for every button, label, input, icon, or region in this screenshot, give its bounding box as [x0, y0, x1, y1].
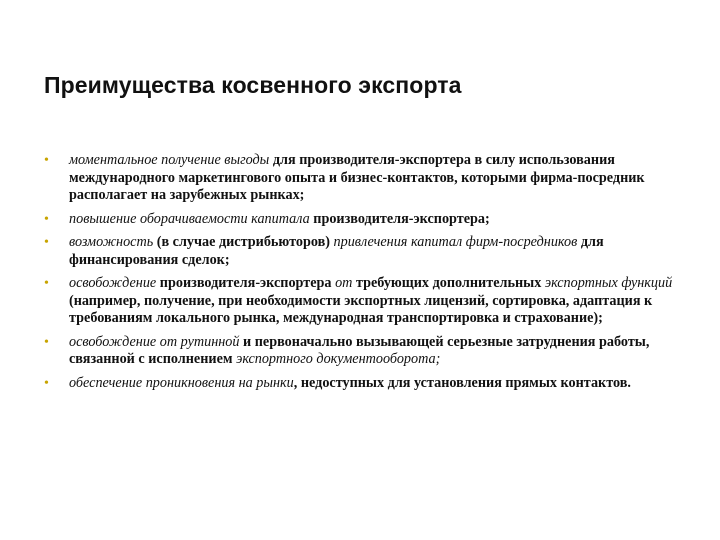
- bullet-text-segment: требующих дополнительных: [352, 275, 545, 291]
- bullet-text-segment: привлечения капитал фирм-посредников: [333, 234, 578, 250]
- bullet-marker-icon: •: [44, 375, 49, 391]
- bullet-text-segment: освобождение: [69, 275, 157, 291]
- bullet-item: [44, 211, 684, 229]
- bullet-item: [44, 152, 684, 205]
- slide-title: Преимущества косвенного экспорта: [44, 72, 462, 98]
- bullet-text-segment: повышение оборачиваемости капитала: [69, 210, 310, 227]
- bullet-marker-icon: •: [44, 276, 49, 291]
- bullet-text-segment: (например, получение, при необходимости экспортных лицензий, сортировка, адаптация к требованиям локального рынка, международная транспортировка и страхование);: [69, 292, 653, 326]
- bullet-text-segment: , недоступных для установления прямых контактов.: [293, 374, 631, 391]
- bullet-marker-icon: •: [44, 211, 49, 227]
- bullet-text-segment: освобождение от рутинной: [69, 333, 240, 350]
- bullet-item: [44, 275, 684, 328]
- bullet-item: [44, 375, 684, 393]
- bullet-text-segment: от: [335, 275, 353, 291]
- bullet-text-segment: и первоначально вызывающей серьезные затруднения работы, связанной с исполнением: [69, 333, 650, 367]
- bullet-text-segment: международного маркетингового опыта и бизнес-контактов, которыми фирма-посредник располагает на зарубежных рынках;: [69, 169, 645, 203]
- bullet-item: [44, 234, 684, 269]
- bullet-text-segment: производителя-экспортера: [156, 275, 336, 291]
- bullet-text-segment: возможность: [69, 234, 154, 250]
- bullet-text-segment: для производителя-экспортера в силу использования: [269, 152, 615, 168]
- bullet-text-segment: для финансирования сделок;: [69, 234, 604, 268]
- bullet-text-segment: экспортных функций: [544, 275, 673, 291]
- bullet-list: [44, 152, 684, 398]
- bullet-item: [44, 334, 684, 369]
- bullet-text-segment: производителя-экспортера;: [309, 210, 490, 227]
- bullet-text-segment: экспортного документооборота;: [236, 351, 441, 367]
- bullet-text-segment: моментальное получение выгоды: [69, 152, 270, 168]
- bullet-marker-icon: •: [44, 153, 49, 168]
- bullet-marker-icon: •: [44, 334, 49, 350]
- bullet-text-segment: обеспечение проникновения на рынки: [69, 374, 294, 391]
- bullet-marker-icon: •: [44, 235, 49, 250]
- bullet-text-segment: (в случае дистрибьюторов): [153, 234, 334, 250]
